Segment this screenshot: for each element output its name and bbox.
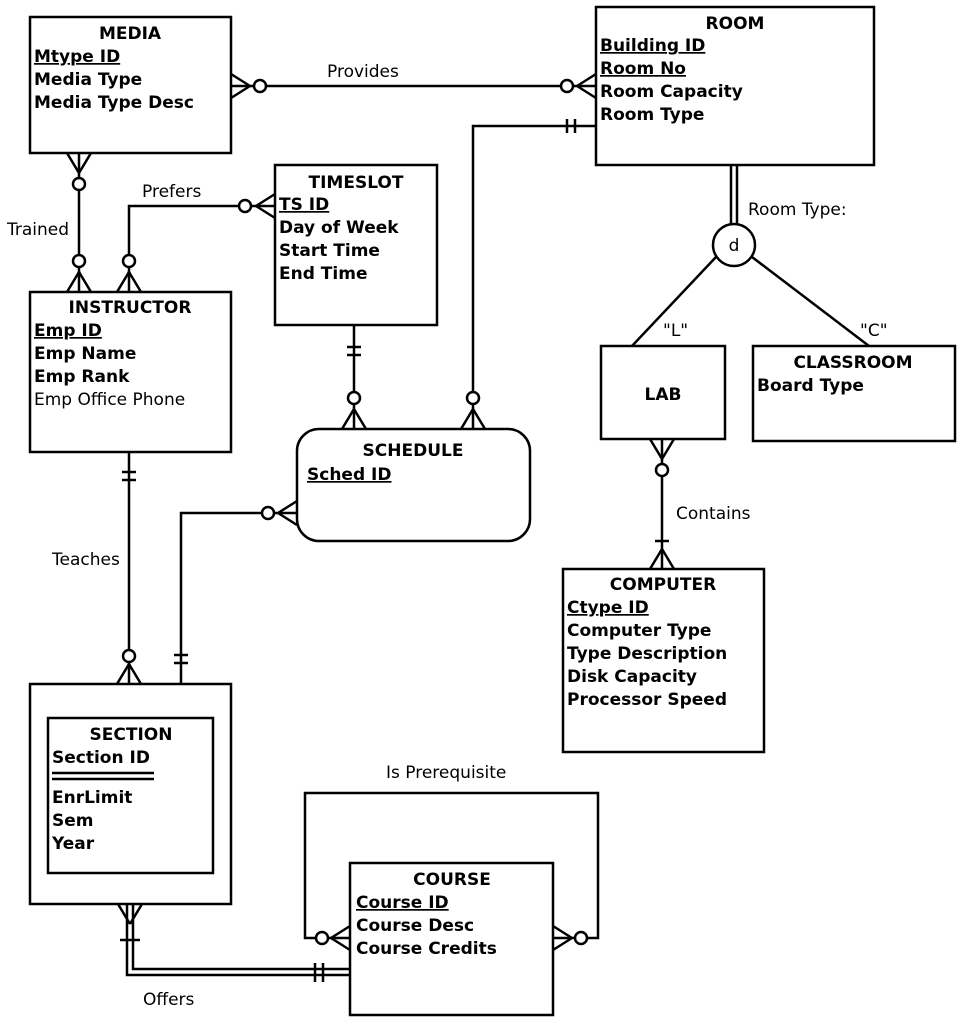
- timeslot-attribute: End Time: [279, 264, 368, 284]
- room-type-label: Room Type:: [748, 200, 847, 220]
- course-title: COURSE: [413, 870, 491, 890]
- classroom-code-label: "C": [860, 321, 888, 341]
- course-attribute: Course Credits: [356, 939, 497, 959]
- media-attribute: Media Type: [34, 70, 143, 90]
- course-attribute: Course Desc: [356, 916, 475, 936]
- timeslot-schedule-connector: [342, 325, 366, 429]
- timeslot-title: TIMESLOT: [308, 173, 404, 193]
- room-attribute: Room No: [600, 59, 686, 79]
- room-subtype-connector: [632, 165, 869, 346]
- teaches-label: Teaches: [52, 550, 120, 570]
- trained-label: Trained: [7, 220, 70, 240]
- course-attribute: Course ID: [356, 893, 449, 913]
- disjoint-symbol: d: [728, 236, 740, 256]
- section-attribute: Sem: [52, 811, 94, 831]
- timeslot-attribute: Day of Week: [279, 218, 399, 238]
- provides-label: Provides: [327, 62, 399, 82]
- classroom-attribute: Board Type: [757, 376, 864, 396]
- classroom-title: CLASSROOM: [793, 353, 913, 373]
- room-attribute: Building ID: [600, 36, 706, 56]
- schedule-title: SCHEDULE: [362, 441, 464, 461]
- section-attribute: EnrLimit: [52, 788, 133, 808]
- media-attribute: Mtype ID: [34, 47, 121, 67]
- timeslot-attribute: TS ID: [279, 195, 330, 215]
- prefers-connector: [117, 194, 275, 292]
- room-attribute: Room Capacity: [600, 82, 743, 102]
- media-attribute: Media Type Desc: [34, 93, 194, 113]
- teaches-connector: [117, 452, 141, 684]
- contains-label: Contains: [676, 504, 751, 524]
- computer-title: COMPUTER: [609, 575, 717, 595]
- offers-label: Offers: [143, 990, 195, 1010]
- provides-connector: [231, 74, 596, 98]
- offers-connector: [118, 904, 350, 982]
- instructor-attribute: Emp ID: [34, 321, 102, 341]
- room-schedule-connector: [461, 119, 596, 429]
- prefers-label: Prefers: [142, 182, 202, 202]
- is-prerequisite-label: Is Prerequisite: [386, 763, 507, 783]
- lab-title: LAB: [644, 385, 682, 405]
- media-title: MEDIA: [98, 24, 162, 44]
- trained-connector: [67, 153, 91, 292]
- computer-attribute: Computer Type: [567, 621, 712, 641]
- section-attribute: Year: [52, 834, 95, 854]
- room-title: ROOM: [705, 14, 765, 34]
- computer-attribute: Type Description: [567, 644, 728, 664]
- computer-attribute: Ctype ID: [567, 598, 649, 618]
- contains-connector: [650, 439, 674, 569]
- section-title: SECTION: [89, 725, 173, 745]
- computer-attribute: Disk Capacity: [567, 667, 697, 687]
- schedule-section-connector: [174, 501, 297, 684]
- schedule-attribute: Sched ID: [307, 465, 392, 485]
- instructor-title: INSTRUCTOR: [68, 298, 192, 318]
- timeslot-attribute: Start Time: [279, 241, 380, 261]
- lab-code-label: "L": [663, 321, 689, 341]
- instructor-attribute: Emp Office Phone: [34, 390, 186, 410]
- section-attribute: Section ID: [52, 748, 150, 768]
- room-attribute: Room Type: [600, 105, 705, 125]
- instructor-attribute: Emp Name: [34, 344, 137, 364]
- computer-attribute: Processor Speed: [567, 690, 727, 710]
- instructor-attribute: Emp Rank: [34, 367, 130, 387]
